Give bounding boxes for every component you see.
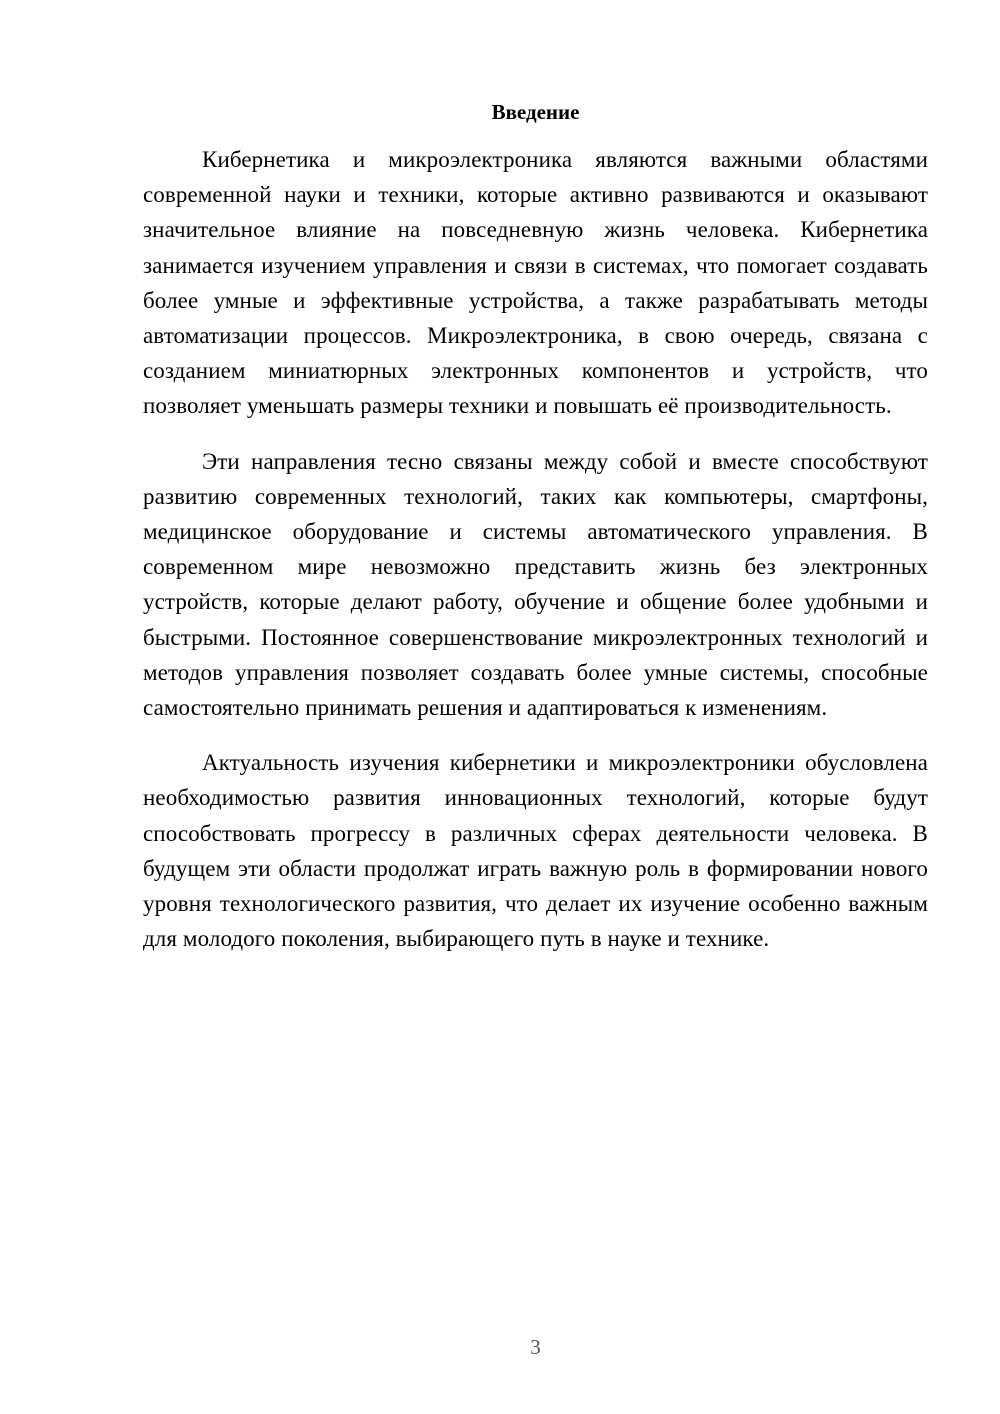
paragraph-2: Эти направления тесно связаны между собой и вместе способствуют развитию современных технологий, таких как компьютеры, смартфоны, медицинское оборудование и системы автоматического управления. В современном мире невозможно представить жизнь без электронных устройств, которые делают работу, обучение и общение более удобными и быстрыми. Постоянное совершенствование микроэлектронных технологий и методов управления позволяет создавать более умные системы, способные самостоятельно принимать решения и адаптироваться к изменениям. (143, 448, 928, 721)
paragraph-1: Кибернетика и микроэлектроника являются важными областями современной науки и техники, которые активно развиваются и оказывают значительное влияние на повседневную жизнь человека. Кибернетика занимается изучением управления и связи в системах, что помогает создавать более умные и эффективные устройства, а также разрабатывать методы автоматизации процессов. Микроэлектроника, в свою очередь, связана с созданием миниатюрных электронных компонентов и устройств, что позволяет уменьшать размеры техники и повышать её производительность. (143, 147, 928, 419)
section-title: Введение (491, 100, 580, 124)
page-number: 3 (530, 1335, 541, 1359)
paragraph-3: Актуальность изучения кибернетики и микроэлектроники обусловлена необходимостью развития инновационных технологий, которые будут способствовать прогрессу в различных сферах деятельности человека. В будущем эти области продолжат играть важную роль в формировании нового уровня технологического развития, что делает их изучение особенно важным для молодого поколения, выбирающего путь в науке и технике. (143, 750, 928, 952)
body-text (143, 142, 928, 976)
